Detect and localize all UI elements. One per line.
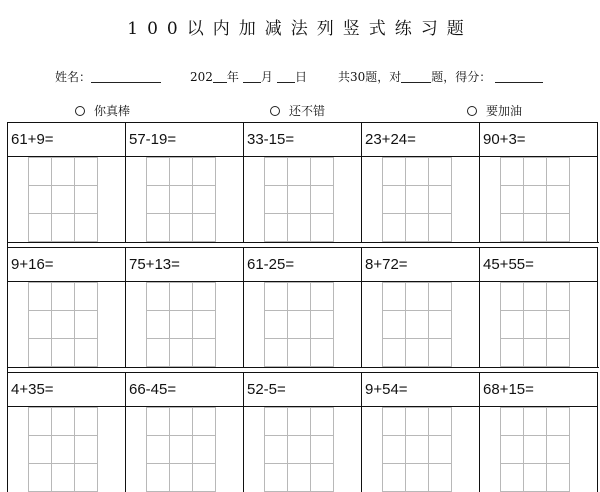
digit-box[interactable] bbox=[75, 158, 98, 186]
problem-cell bbox=[8, 247, 126, 367]
problem-row bbox=[8, 372, 599, 492]
vertical-calc-boxes bbox=[146, 157, 216, 242]
digit-box[interactable] bbox=[524, 408, 547, 436]
digit-box[interactable] bbox=[193, 436, 216, 464]
digit-box[interactable] bbox=[147, 283, 170, 311]
digit-box[interactable] bbox=[524, 339, 547, 367]
work-area[interactable] bbox=[362, 282, 479, 367]
digit-box[interactable] bbox=[524, 158, 547, 186]
rating-option-label: 还不错 bbox=[289, 104, 326, 118]
digit-box[interactable] bbox=[75, 283, 98, 311]
digit-box[interactable] bbox=[501, 436, 524, 464]
digit-box[interactable] bbox=[547, 436, 570, 464]
digit-box[interactable] bbox=[288, 214, 311, 242]
digit-box[interactable] bbox=[429, 186, 452, 214]
digit-box[interactable] bbox=[170, 186, 193, 214]
problem-expression: 52-5= bbox=[244, 373, 361, 407]
digit-box[interactable] bbox=[52, 186, 75, 214]
digit-box[interactable] bbox=[75, 436, 98, 464]
digit-box[interactable] bbox=[75, 311, 98, 339]
problem-cell bbox=[362, 122, 480, 242]
vertical-calc-boxes bbox=[500, 282, 570, 367]
digit-box[interactable] bbox=[29, 408, 52, 436]
digit-box[interactable] bbox=[52, 283, 75, 311]
digit-box[interactable] bbox=[52, 214, 75, 242]
digit-box[interactable] bbox=[265, 283, 288, 311]
month-blank[interactable] bbox=[243, 70, 261, 83]
digit-box[interactable] bbox=[406, 214, 429, 242]
total-text: 共30题，对 bbox=[338, 70, 402, 84]
digit-box[interactable] bbox=[193, 214, 216, 242]
digit-box[interactable] bbox=[147, 214, 170, 242]
digit-box[interactable] bbox=[170, 283, 193, 311]
rating-option[interactable] bbox=[270, 102, 325, 119]
vertical-calc-boxes bbox=[264, 157, 334, 242]
digit-box[interactable] bbox=[29, 464, 52, 492]
digit-box[interactable] bbox=[429, 158, 452, 186]
digit-box[interactable] bbox=[429, 283, 452, 311]
digit-box[interactable] bbox=[147, 464, 170, 492]
digit-box[interactable] bbox=[147, 158, 170, 186]
vertical-calc-boxes bbox=[28, 282, 98, 367]
rating-option-label: 你真棒 bbox=[94, 104, 131, 118]
problem-expression: 9+54= bbox=[362, 373, 479, 407]
problem-expression: 9+16= bbox=[8, 248, 125, 282]
digit-box[interactable] bbox=[170, 214, 193, 242]
work-area[interactable] bbox=[126, 157, 243, 242]
digit-box[interactable] bbox=[29, 158, 52, 186]
digit-box[interactable] bbox=[524, 214, 547, 242]
vertical-calc-boxes bbox=[146, 282, 216, 367]
digit-box[interactable] bbox=[383, 186, 406, 214]
digit-box[interactable] bbox=[29, 214, 52, 242]
digit-box[interactable] bbox=[501, 214, 524, 242]
digit-box[interactable] bbox=[311, 311, 334, 339]
digit-box[interactable] bbox=[170, 158, 193, 186]
digit-box[interactable] bbox=[383, 311, 406, 339]
digit-box[interactable] bbox=[170, 464, 193, 492]
work-area[interactable] bbox=[244, 282, 361, 367]
digit-box[interactable] bbox=[265, 464, 288, 492]
digit-box[interactable] bbox=[147, 339, 170, 367]
digit-box[interactable] bbox=[29, 311, 52, 339]
day-blank[interactable] bbox=[277, 70, 295, 83]
digit-box[interactable] bbox=[524, 186, 547, 214]
problem-expression: 68+15= bbox=[480, 373, 597, 407]
work-area[interactable] bbox=[126, 282, 243, 367]
problem-cell bbox=[244, 122, 362, 242]
digit-box[interactable] bbox=[193, 311, 216, 339]
problem-row bbox=[8, 247, 599, 367]
digit-box[interactable] bbox=[383, 158, 406, 186]
digit-box[interactable] bbox=[311, 464, 334, 492]
digit-box[interactable] bbox=[311, 158, 334, 186]
digit-box[interactable] bbox=[406, 436, 429, 464]
digit-box[interactable] bbox=[265, 408, 288, 436]
work-area[interactable] bbox=[244, 157, 361, 242]
name-field bbox=[55, 68, 161, 85]
worksheet-title: 100以内加减法列竖式练习题 bbox=[127, 19, 473, 39]
digit-box[interactable] bbox=[429, 339, 452, 367]
digit-box[interactable] bbox=[52, 311, 75, 339]
digit-box[interactable] bbox=[193, 186, 216, 214]
digit-box[interactable] bbox=[147, 408, 170, 436]
problem-cell bbox=[244, 372, 362, 492]
name-blank[interactable] bbox=[91, 70, 161, 83]
problem-cell bbox=[480, 247, 598, 367]
digit-box[interactable] bbox=[501, 464, 524, 492]
digit-box[interactable] bbox=[547, 339, 570, 367]
digit-box[interactable] bbox=[501, 158, 524, 186]
digit-box[interactable] bbox=[524, 464, 547, 492]
problem-row bbox=[8, 122, 599, 242]
vertical-calc-boxes bbox=[264, 282, 334, 367]
digit-box[interactable] bbox=[383, 408, 406, 436]
digit-box[interactable] bbox=[406, 464, 429, 492]
problem-cell bbox=[126, 247, 244, 367]
digit-box[interactable] bbox=[29, 186, 52, 214]
correct-label: 题，得分： bbox=[431, 70, 492, 84]
problem-expression: 23+24= bbox=[362, 123, 479, 157]
digit-box[interactable] bbox=[147, 186, 170, 214]
digit-box[interactable] bbox=[288, 408, 311, 436]
digit-box[interactable] bbox=[75, 408, 98, 436]
digit-box[interactable] bbox=[501, 283, 524, 311]
month-label: 月 bbox=[260, 70, 273, 84]
radio-circle-icon bbox=[467, 106, 477, 116]
digit-box[interactable] bbox=[29, 339, 52, 367]
digit-box[interactable] bbox=[383, 339, 406, 367]
digit-box[interactable] bbox=[75, 186, 98, 214]
rating-option[interactable] bbox=[75, 102, 130, 119]
name-label: 姓名： bbox=[55, 70, 92, 84]
digit-box[interactable] bbox=[265, 158, 288, 186]
digit-box[interactable] bbox=[406, 408, 429, 436]
year-blank[interactable] bbox=[213, 70, 227, 83]
digit-box[interactable] bbox=[75, 339, 98, 367]
digit-box[interactable] bbox=[547, 186, 570, 214]
digit-box[interactable] bbox=[288, 283, 311, 311]
problem-expression: 45+55= bbox=[480, 248, 597, 282]
digit-box[interactable] bbox=[193, 283, 216, 311]
rating-option-label: 要加油 bbox=[486, 104, 523, 118]
digit-box[interactable] bbox=[547, 214, 570, 242]
vertical-calc-boxes bbox=[28, 157, 98, 242]
digit-box[interactable] bbox=[75, 464, 98, 492]
digit-box[interactable] bbox=[406, 311, 429, 339]
problem-cell bbox=[126, 122, 244, 242]
digit-box[interactable] bbox=[501, 186, 524, 214]
digit-box[interactable] bbox=[547, 464, 570, 492]
digit-box[interactable] bbox=[406, 283, 429, 311]
digit-box[interactable] bbox=[406, 158, 429, 186]
digit-box[interactable] bbox=[193, 464, 216, 492]
digit-box[interactable] bbox=[288, 186, 311, 214]
digit-box[interactable] bbox=[75, 214, 98, 242]
digit-box[interactable] bbox=[311, 436, 334, 464]
digit-box[interactable] bbox=[429, 436, 452, 464]
digit-box[interactable] bbox=[524, 311, 547, 339]
digit-box[interactable] bbox=[265, 186, 288, 214]
digit-box[interactable] bbox=[147, 436, 170, 464]
digit-box[interactable] bbox=[288, 339, 311, 367]
digit-box[interactable] bbox=[311, 339, 334, 367]
radio-circle-icon bbox=[270, 106, 280, 116]
digit-box[interactable] bbox=[311, 214, 334, 242]
date-field bbox=[190, 68, 307, 85]
rating-option[interactable] bbox=[467, 102, 522, 119]
digit-box[interactable] bbox=[383, 464, 406, 492]
digit-box[interactable] bbox=[547, 158, 570, 186]
problem-cell bbox=[8, 122, 126, 242]
vertical-calc-boxes bbox=[382, 282, 452, 367]
problem-cell bbox=[362, 247, 480, 367]
work-area[interactable] bbox=[362, 157, 479, 242]
score-blank[interactable] bbox=[495, 70, 543, 83]
digit-box[interactable] bbox=[288, 311, 311, 339]
problem-grid bbox=[7, 122, 599, 492]
problem-expression: 66-45= bbox=[126, 373, 243, 407]
digit-box[interactable] bbox=[406, 186, 429, 214]
correct-blank[interactable] bbox=[401, 70, 431, 83]
problem-expression: 90+3= bbox=[480, 123, 597, 157]
digit-box[interactable] bbox=[383, 283, 406, 311]
digit-box[interactable] bbox=[547, 283, 570, 311]
work-area[interactable] bbox=[8, 157, 125, 242]
digit-box[interactable] bbox=[311, 408, 334, 436]
digit-box[interactable] bbox=[501, 311, 524, 339]
score-field bbox=[338, 68, 543, 85]
digit-box[interactable] bbox=[170, 339, 193, 367]
problem-cell bbox=[8, 372, 126, 492]
digit-box[interactable] bbox=[524, 436, 547, 464]
digit-box[interactable] bbox=[288, 464, 311, 492]
digit-box[interactable] bbox=[193, 408, 216, 436]
digit-box[interactable] bbox=[429, 214, 452, 242]
vertical-calc-boxes bbox=[382, 157, 452, 242]
digit-box[interactable] bbox=[288, 158, 311, 186]
work-area[interactable] bbox=[8, 282, 125, 367]
digit-box[interactable] bbox=[501, 408, 524, 436]
problem-expression: 57-19= bbox=[126, 123, 243, 157]
digit-box[interactable] bbox=[265, 311, 288, 339]
digit-box[interactable] bbox=[29, 436, 52, 464]
digit-box[interactable] bbox=[29, 283, 52, 311]
digit-box[interactable] bbox=[52, 408, 75, 436]
digit-box[interactable] bbox=[52, 339, 75, 367]
digit-box[interactable] bbox=[288, 436, 311, 464]
year-prefix: 202 bbox=[190, 70, 213, 84]
digit-box[interactable] bbox=[52, 436, 75, 464]
digit-box[interactable] bbox=[311, 186, 334, 214]
problem-expression: 75+13= bbox=[126, 248, 243, 282]
digit-box[interactable] bbox=[429, 408, 452, 436]
digit-box[interactable] bbox=[524, 283, 547, 311]
digit-box[interactable] bbox=[265, 214, 288, 242]
problem-expression: 33-15= bbox=[244, 123, 361, 157]
problem-cell bbox=[244, 247, 362, 367]
digit-box[interactable] bbox=[170, 436, 193, 464]
digit-box[interactable] bbox=[547, 408, 570, 436]
digit-box[interactable] bbox=[193, 158, 216, 186]
digit-box[interactable] bbox=[52, 464, 75, 492]
problem-cell bbox=[126, 372, 244, 492]
problem-expression: 61+9= bbox=[8, 123, 125, 157]
vertical-calc-boxes bbox=[500, 157, 570, 242]
problem-expression: 8+72= bbox=[362, 248, 479, 282]
digit-box[interactable] bbox=[170, 311, 193, 339]
digit-box[interactable] bbox=[383, 436, 406, 464]
digit-box[interactable] bbox=[193, 339, 216, 367]
problem-cell bbox=[362, 372, 480, 492]
work-area[interactable] bbox=[480, 282, 597, 367]
digit-box[interactable] bbox=[147, 311, 170, 339]
radio-circle-icon bbox=[75, 106, 85, 116]
work-area[interactable] bbox=[480, 157, 597, 242]
year-label: 年 bbox=[226, 70, 239, 84]
digit-box[interactable] bbox=[311, 283, 334, 311]
digit-box[interactable] bbox=[429, 311, 452, 339]
digit-box[interactable] bbox=[52, 158, 75, 186]
digit-box[interactable] bbox=[265, 339, 288, 367]
digit-box[interactable] bbox=[383, 214, 406, 242]
problem-cell bbox=[480, 372, 598, 492]
digit-box[interactable] bbox=[265, 436, 288, 464]
problem-expression: 4+35= bbox=[8, 373, 125, 407]
digit-box[interactable] bbox=[170, 408, 193, 436]
problem-cell bbox=[480, 122, 598, 242]
digit-box[interactable] bbox=[547, 311, 570, 339]
problem-expression: 61-25= bbox=[244, 248, 361, 282]
digit-box[interactable] bbox=[406, 339, 429, 367]
day-label: 日 bbox=[294, 70, 307, 84]
digit-box[interactable] bbox=[501, 339, 524, 367]
digit-box[interactable] bbox=[429, 464, 452, 492]
